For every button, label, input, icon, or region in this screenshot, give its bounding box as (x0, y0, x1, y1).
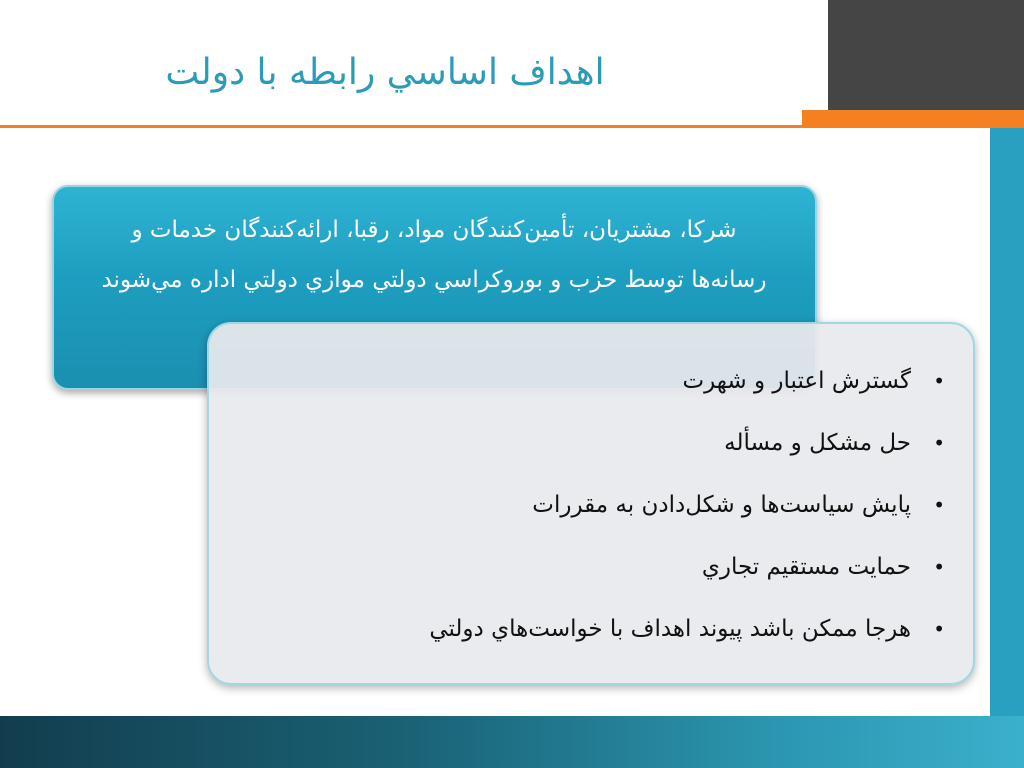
bullet-icon: • (933, 369, 945, 393)
bullet-list (230, 352, 945, 662)
bullet-icon: • (933, 431, 945, 455)
bullet-item: •پايش سياست‌ها و شكل‌دادن به مقررات (230, 476, 945, 538)
highlight-line-1: شركا، مشتريان، تأمين‌كنندگان مواد، رقبا، ارائه‌كنندگان خدمات و (131, 217, 737, 243)
highlight-line-2: رسانه‌ها توسط حزب و بوروكراسي دولتي موازي دولتي اداره مي‌شوند (101, 267, 767, 293)
corner-decoration (828, 0, 1024, 110)
slide-title: اهداف اساسي رابطه با دولت (165, 52, 605, 93)
bullet-icon: • (933, 493, 945, 517)
highlight-text (70, 205, 798, 305)
bullet-item: •گسترش اعتبار و شهرت (230, 352, 945, 414)
bullet-icon: • (933, 617, 945, 641)
bullet-item: •حمايت مستقيم تجاري (230, 538, 945, 600)
bottom-band (0, 716, 1024, 768)
bullet-icon: • (933, 555, 945, 579)
right-teal-bar (990, 128, 1024, 718)
title-underline (0, 125, 1024, 128)
bullet-item: •هرجا ممكن باشد پيوند اهداف با خواست‌هاي دولتي (230, 600, 945, 662)
bullet-item: •حل مشكل و مسأله (230, 414, 945, 476)
